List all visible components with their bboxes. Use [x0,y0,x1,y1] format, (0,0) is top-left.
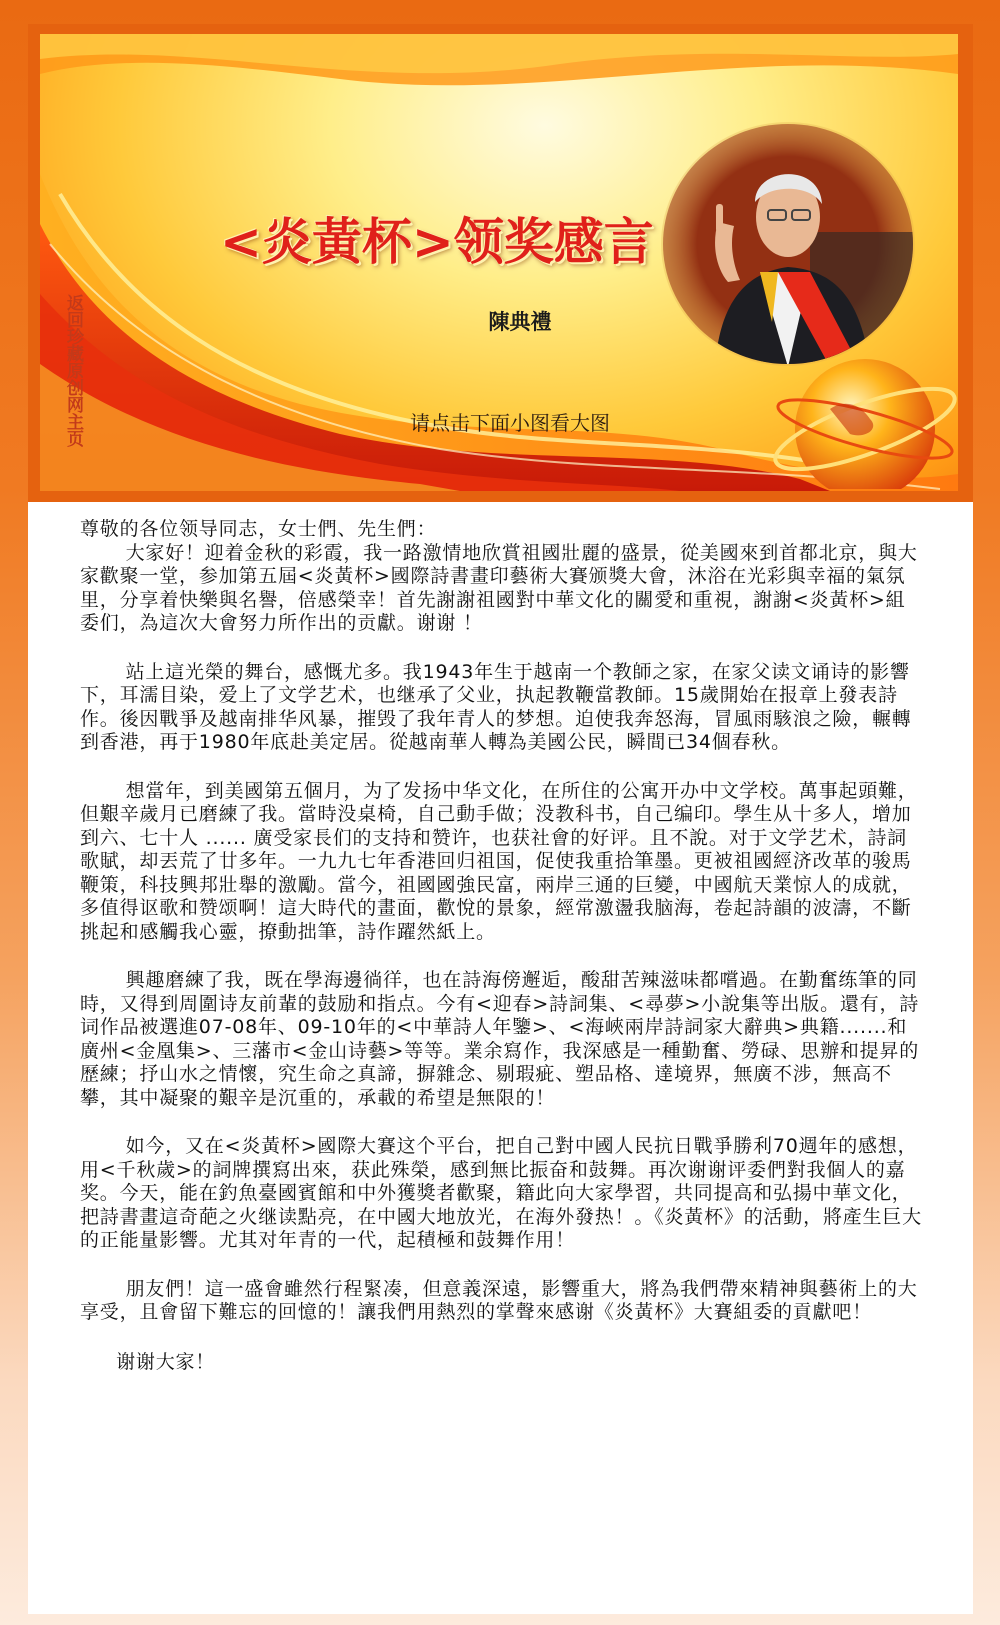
header-banner [28,24,973,502]
closing: 谢谢大家！ [116,1350,216,1373]
author-name: 陳典禮 [488,310,552,334]
page [28,24,973,1614]
paragraph: 朋友們！這一盛會雖然行程緊凑，但意義深遠，影響重大，將為我們帶來精神與藝術上的大享受，且會留下難忘的回憶的！讓我們用熱烈的掌聲來感谢《炎黃杯》大賽組委的貢獻吧！ [80,1277,918,1323]
image-hint: 请点击下面小图看大图 [410,411,610,435]
paragraph: 站上這光榮的舞台，感慨尤多。我1943年生于越南一个教師之家，在家父读文诵诗的影響下，耳濡目染，爱上了文学艺术，也继承了父业，执起教鞭當教師。15歲開始在报章上發表詩作。後因戰爭及越南排华风暴，摧毁了我年青人的梦想。迫使我奔怒海，冒風雨駭浪之險，輾轉到香港，再于1980年底赴美定居。從越南華人轉為美國公民，瞬間已34個春秋。 [80,660,912,753]
speech-text [80,518,925,1374]
page-title: <炎黃杯>领奖感言 [220,213,654,271]
paragraph: 興趣磨練了我，既在學海邊徜徉，也在詩海傍邂逅，酸甜苦辣滋味都嚐過。在勤奮练筆的同時，又得到周圍诗友前輩的鼓励和指点。今有<迎春>詩詞集、<尋夢>小說集等出版。還有，詩词作品被選進07-08年、09-10年的<中華詩人年鑒>、<海峽兩岸詩詞家大辭典>典籍.......和廣州<金凰集>、三藩市<金山诗藝>等等。業余寫作，我深感是一種勤奮、勞碌、思辦和提昇的歷練；抒山水之情懷，究生命之真諦，摒雜念、剔瑕疵、塑品格、達境界，無廣不涉，無高不攀，其中凝聚的艱辛是沉重的，承載的希望是無限的！ [80,969,920,1109]
salutation: 尊敬的各位领导同志，女士們、先生們： [80,518,437,540]
home-link[interactable]: 返回珍藏原创网主页 [63,294,83,447]
banner-image [40,34,958,491]
globe-decoration [770,329,958,489]
paragraph: 想當年，到美國第五個月，为了发扬中华文化，在所住的公寓开办中文学校。萬事起頭難，但艱辛歲月已磨練了我。當時没桌椅，自己動手做；没教科书，自己编印。學生从十多人，增加到六、七十人 ...... 廣受家長们的支持和赞许，也获社會的好评。且不說。对于文学艺术，詩詞歌賦，却丟荒了廿多年。一九九七年香港回归祖国，促使我重拾筆墨。更被祖國經济改革的骏馬鞭策，科技興邦壯舉的激勵。當今，祖國國強民富，兩岸三通的巨變，中國航天業惊人的成就，多值得讴歌和赞颂啊！這大時代的畫面，歡悅的景象，經常激盪我脑海，卷起詩韻的波濤，不斷挑起和感觸我心靈，撩動拙筆，詩作躍然紙上。 [80,779,918,943]
paragraph: 如今，又在<炎黃杯>國際大賽这个平台，把自己對中國人民抗日戰爭勝利70週年的感想，用<千秋歲>的詞牌撰寫出來，获此殊榮，感到無比振奋和鼓舞。再次谢谢评委們對我個人的嘉奖。今天，能在釣魚臺國賓館和中外獲獎者歡聚，籍此向大家學習，共同提高和弘揚中華文化，把詩書畫這奇葩之火继读點亮，在中國大地放光，在海外發热！。《炎黃杯》的活動，將產生巨大的正能量影響。尤其对年青的一代，起積極和鼓舞作用！ [80,1135,922,1251]
paragraph: 大家好！迎着金秋的彩霞，我一路激情地欣賞祖國壯麗的盛景，從美國來到首都北京，與大家歡聚一堂，参加第五屆<炎黃杯>國際詩書畫印藝術大賽颁獎大會，沐浴在光彩與幸福的氣氛里，分享着快樂與名譽，倍感榮幸！首先謝謝祖國對中華文化的關愛和重視，謝謝<炎黃杯>組委们，為這次大會努力所作出的贡獻。谢谢 ！ [80,541,918,634]
